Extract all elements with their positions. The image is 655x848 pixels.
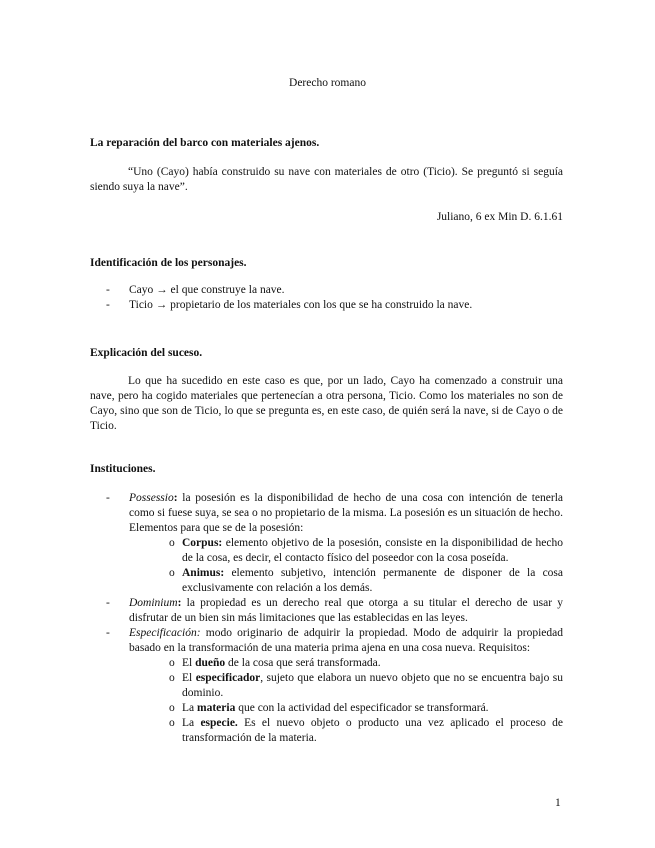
article: El bbox=[182, 672, 193, 684]
list-item bbox=[169, 701, 563, 716]
term-dominium: Dominium bbox=[129, 597, 178, 609]
term-especificador: especificador bbox=[195, 672, 261, 684]
term-dueno: dueño bbox=[195, 657, 226, 669]
list-item-dominium bbox=[106, 596, 563, 626]
list-item bbox=[169, 536, 563, 566]
section-heading-personajes: Identificación de los personajes. bbox=[90, 257, 247, 269]
possessio-sublist bbox=[129, 536, 563, 596]
term-possessio: Possessio bbox=[129, 492, 174, 504]
document-title: Derecho romano bbox=[289, 77, 366, 89]
arrow-icon: → bbox=[155, 299, 168, 311]
list-item-especificacion bbox=[106, 626, 563, 746]
dueno-text: de la cosa que será transformada. bbox=[228, 657, 381, 669]
list-item bbox=[169, 671, 563, 701]
article: La bbox=[182, 717, 195, 729]
especificador-text: , sujeto que elabora un nuevo objeto que no se encuentra bajo su dominio. bbox=[182, 672, 564, 699]
possessio-text: la posesión es la disponibilidad de hecho de una cosa con intención de tenerla como si fuese suya, se sea o no propietario de la misma. La posesión es un situación de hecho. Elementos para que se de la posesión: bbox=[129, 492, 564, 534]
quote-citation: Juliano, 6 ex Min D. 6.1.61 bbox=[436, 211, 563, 223]
personaje-desc: el que construye la nave. bbox=[170, 284, 285, 296]
instituciones-list bbox=[106, 491, 563, 746]
corpus-text: elemento objetivo de la posesión, consiste en la disponibilidad de hecho de la cosa, es decir, el contacto físico del poseedor con la cosa poseída. bbox=[182, 537, 564, 564]
quote-paragraph: “Uno (Cayo) había construido su nave con materiales de otro (Ticio). Se preguntó si seguía siendo suya la nave”. bbox=[90, 166, 563, 193]
especie-text: Es el nuevo objeto o producto una vez aplicado el proceso de transformación de la materia. bbox=[182, 717, 564, 744]
term-especificacion: Especificación: bbox=[129, 627, 201, 639]
list-item bbox=[169, 656, 563, 671]
especificacion-sublist bbox=[129, 656, 563, 746]
list-item bbox=[169, 566, 563, 596]
animus-text: elemento subjetivo, intención permanente de disponer de la cosa exclusivamente con relación a los demás. bbox=[182, 567, 564, 594]
term-especie: especie. bbox=[200, 717, 238, 729]
term-colon: : bbox=[173, 492, 178, 504]
term-colon: : bbox=[177, 597, 182, 609]
personaje-desc: propietario de los materiales con los que se ha construido la nave. bbox=[170, 299, 473, 311]
section-heading-reparacion: La reparación del barco con materiales ajenos. bbox=[90, 137, 320, 149]
article: La bbox=[182, 702, 195, 714]
explicacion-paragraph: Lo que ha sucedido en este caso es que, por un lado, Cayo ha comenzado a construir una nave, pero ha cogido materiales que pertenecían a otra persona, Ticio. Como los materiales no son de Cayo, sino que son de Ticio, lo que se pregunta es, en este caso, de quién será la nave, si de Cayo o de Ticio. bbox=[90, 375, 563, 432]
term-animus: Animus: bbox=[182, 567, 225, 579]
list-item bbox=[169, 716, 563, 746]
list-item-possessio bbox=[106, 491, 563, 596]
list-item bbox=[106, 298, 563, 313]
page-number: 1 bbox=[555, 797, 561, 809]
especificacion-text: modo originario de adquirir la propiedad. Modo de adquirir la propiedad basado en la transformación de una materia prima ajena en una cosa nueva. Requisitos: bbox=[129, 627, 563, 654]
section-heading-instituciones: Instituciones. bbox=[90, 463, 156, 475]
personaje-name: Cayo bbox=[129, 284, 154, 296]
article: El bbox=[182, 657, 193, 669]
materia-text: que con la actividad del especificador se transformará. bbox=[238, 702, 489, 714]
dominium-text: la propiedad es un derecho real que otorga a su titular el derecho de usar y disfrutar de un bien sin más limitaciones que las establecidas en las leyes. bbox=[129, 597, 564, 624]
section-heading-explicacion: Explicación del suceso. bbox=[90, 347, 203, 359]
list-item bbox=[106, 283, 563, 298]
arrow-icon: → bbox=[156, 284, 168, 296]
personaje-name: Ticio bbox=[129, 299, 153, 311]
term-corpus: Corpus: bbox=[182, 537, 223, 549]
personajes-list bbox=[106, 283, 563, 313]
term-materia: materia bbox=[197, 702, 236, 714]
